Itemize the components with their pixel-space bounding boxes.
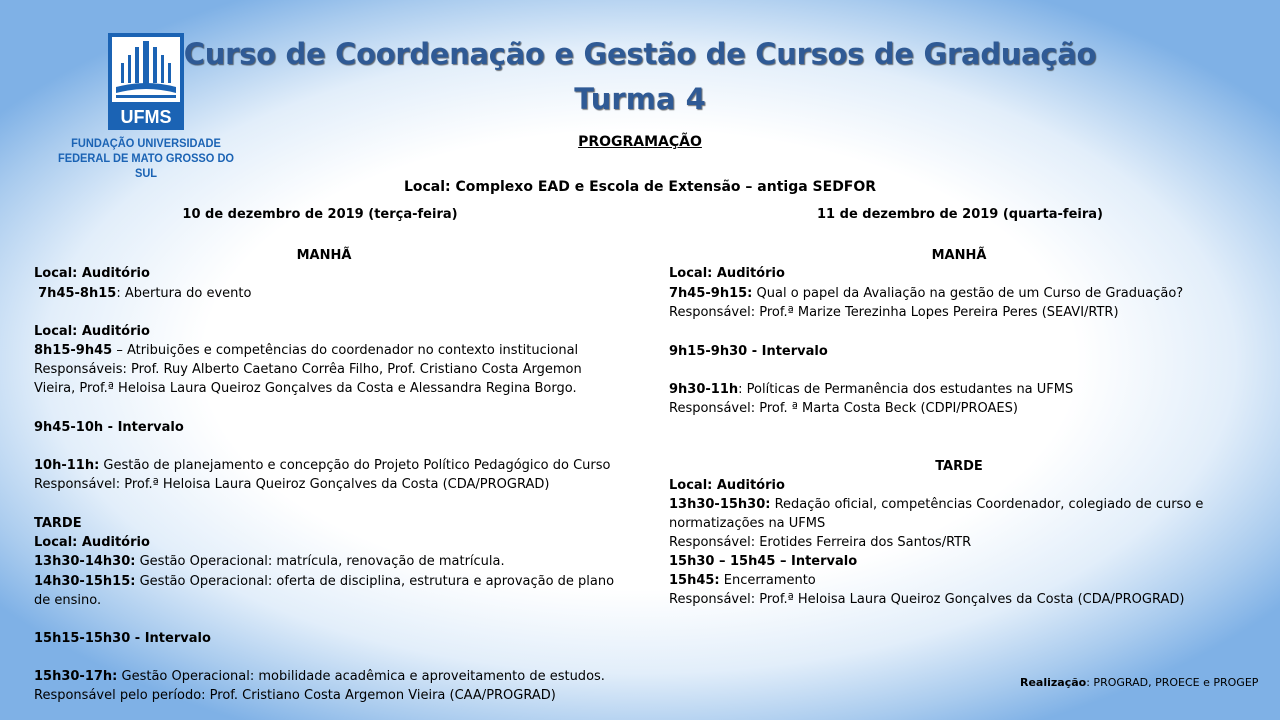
day2-item-1-responsible: Responsável: Prof.ª Marize Terezinha Lopes Pereira Peres (SEAVI/RTR) [669, 305, 1119, 320]
organizers-footer: Realização: PROGRAD, PROECE e PROGEP [1020, 676, 1259, 689]
day1-morning-label: MANHÃ [296, 248, 352, 263]
logo-wordmark: UFMS [120, 107, 172, 127]
day2-afternoon-label: TARDE [935, 459, 983, 474]
institution-name [48, 136, 243, 181]
day1-item-2-responsible-1: Responsáveis: Prof. Ruy Alberto Caetano Corrêa Filho, Prof. Cristiano Costa Argemon [34, 362, 582, 377]
venue-heading: Local: Complexo EAD e Escola de Extensão – antiga SEDFOR [403, 179, 877, 195]
day1-item-3-responsible: Responsável: Prof.ª Heloisa Laura Queiroz Gonçalves da Costa (CDA/PROGRAD) [34, 477, 550, 492]
day2-item-3: 13h30-15h30: Redação oficial, competências Coordenador, colegiado de curso e [669, 497, 1204, 512]
institution-line-2: FEDERAL DE MATO GROSSO DO SUL [57, 151, 235, 180]
day2-morning-label: MANHÃ [931, 248, 987, 263]
day1-local-1: Local: Auditório [34, 266, 150, 281]
day2-date: 11 de dezembro de 2019 (quarta-feira) [817, 207, 1103, 222]
day2-item-1: 7h45-9h15: Qual o papel da Avaliação na gestão de um Curso de Graduação? [669, 286, 1184, 301]
day2-item-3-responsible: Responsável: Erotides Ferreira dos Santos/RTR [669, 535, 972, 550]
day2-local-2: Local: Auditório [669, 478, 785, 493]
day2-item-2-responsible: Responsável: Prof. ª Marta Costa Beck (CDPI/PROAES) [669, 401, 1018, 416]
day2-break-1: 9h15-9h30 - Intervalo [669, 344, 828, 359]
day2-break-2: 15h30 – 15h45 – Intervalo [669, 554, 858, 569]
day1-afternoon-label: TARDE [34, 516, 82, 531]
day2-local-1: Local: Auditório [669, 266, 785, 281]
day2-item-2: 9h30-11h: Políticas de Permanência dos estudantes na UFMS [669, 382, 1074, 397]
day1-item-2-responsible-2: Vieira, Prof.ª Heloisa Laura Queiroz Gonçalves da Costa e Alessandra Regina Borgo. [34, 381, 577, 396]
day1-local-2: Local: Auditório [34, 324, 150, 339]
day1-break-1: 9h45-10h - Intervalo [34, 420, 184, 435]
course-title: Curso de Coordenação e Gestão de Cursos de Graduação [183, 37, 1097, 71]
day1-item-6-responsible: Responsável pelo período: Prof. Cristiano Costa Argemon Vieira (CAA/PROGRAD) [34, 688, 556, 703]
day2-closing-responsible: Responsável: Prof.ª Heloisa Laura Queiroz Gonçalves da Costa (CDA/PROGRAD) [669, 592, 1185, 607]
day2-item-3-continued: normatizações na UFMS [669, 516, 826, 531]
programacao-heading: PROGRAMAÇÃO [578, 134, 702, 150]
day1-item-5-continued: de ensino. [34, 593, 102, 608]
course-class: Turma 4 [574, 82, 706, 116]
day1-break-2: 15h15-15h30 - Intervalo [34, 631, 211, 646]
day1-local-3: Local: Auditório [34, 535, 150, 550]
day1-item-5: 14h30-15h15: Gestão Operacional: oferta de disciplina, estrutura e aprovação de plano [34, 574, 615, 589]
day1-item-4: 13h30-14h30: Gestão Operacional: matrícula, renovação de matrícula. [34, 554, 505, 569]
day1-date: 10 de dezembro de 2019 (terça-feira) [182, 207, 458, 222]
day2-closing: 15h45: Encerramento [669, 573, 816, 588]
day1-item-1: 7h45-8h15: Abertura do evento [38, 286, 252, 301]
day1-item-3: 10h-11h: Gestão de planejamento e concepção do Projeto Político Pedagógico do Curso [34, 458, 611, 473]
day1-item-6: 15h30-17h: Gestão Operacional: mobilidade acadêmica e aproveitamento de estudos. [34, 669, 605, 684]
day1-item-2: 8h15-9h45 – Atribuições e competências do coordenador no contexto institucional [34, 343, 579, 358]
institution-line-1: FUNDAÇÃO UNIVERSIDADE [71, 136, 221, 150]
